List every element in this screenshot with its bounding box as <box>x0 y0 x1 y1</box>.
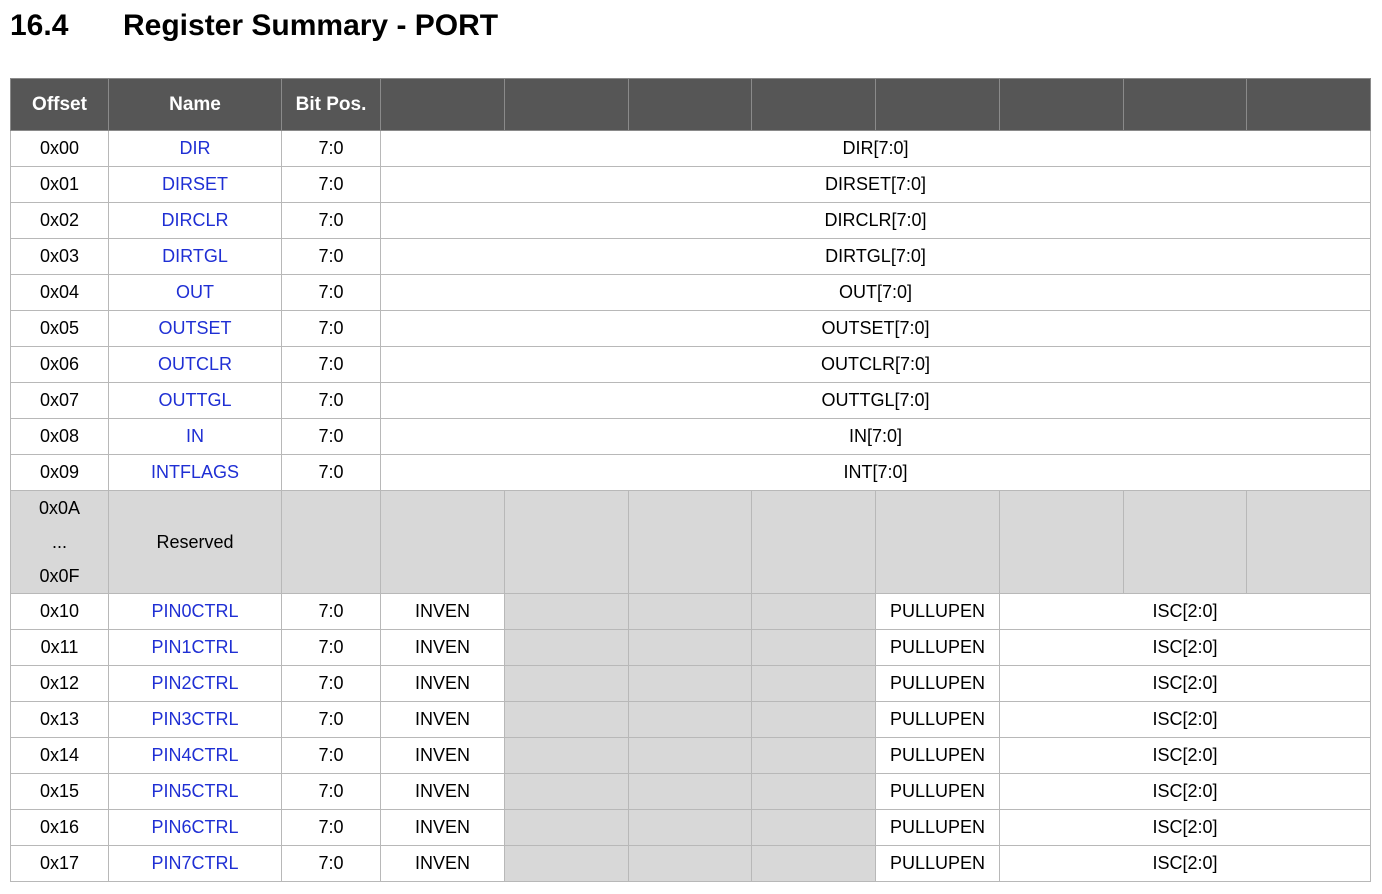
table-row <box>11 383 1371 419</box>
reserved-empty-cell <box>505 491 629 594</box>
inven-bit-cell: INVEN <box>381 702 505 738</box>
reserved-offset-range <box>11 491 109 594</box>
pullupen-bit-cell: PULLUPEN <box>876 846 1000 882</box>
reserved-empty-cell <box>629 491 752 594</box>
section-title: Register Summary - PORT <box>123 9 499 42</box>
unused-bit-cell <box>752 630 876 666</box>
reserved-empty-cell <box>1247 491 1371 594</box>
bitpos-cell: 7:0 <box>282 455 381 491</box>
reserved-empty-cell <box>381 491 505 594</box>
isc-field-cell: ISC[2:0] <box>1000 666 1371 702</box>
unused-bit-cell <box>629 666 752 702</box>
reserved-empty-cell <box>876 491 1000 594</box>
offset-cell: 0x11 <box>11 630 109 666</box>
table-row <box>11 666 1371 702</box>
offset-cell: 0x15 <box>11 774 109 810</box>
unused-bit-cell <box>752 666 876 702</box>
register-name-link[interactable]: OUTCLR <box>109 347 282 383</box>
register-name-link[interactable]: PIN3CTRL <box>109 702 282 738</box>
inven-bit-cell: INVEN <box>381 594 505 630</box>
unused-bit-cell <box>752 774 876 810</box>
isc-field-cell: ISC[2:0] <box>1000 702 1371 738</box>
pullupen-bit-cell: PULLUPEN <box>876 810 1000 846</box>
offset-cell: 0x13 <box>11 702 109 738</box>
field-cell: OUT[7:0] <box>381 275 1371 311</box>
unused-bit-cell <box>629 630 752 666</box>
bitpos-cell: 7:0 <box>282 630 381 666</box>
offset-cell: 0x17 <box>11 846 109 882</box>
register-name-link[interactable]: OUTSET <box>109 311 282 347</box>
register-name-link[interactable]: PIN2CTRL <box>109 666 282 702</box>
bitpos-cell: 7:0 <box>282 383 381 419</box>
bitpos-cell: 7:0 <box>282 666 381 702</box>
table-row <box>11 419 1371 455</box>
section-heading <box>10 4 498 48</box>
reserved-offset-end: 0x0F <box>39 566 80 586</box>
offset-cell: 0x06 <box>11 347 109 383</box>
inven-bit-cell: INVEN <box>381 630 505 666</box>
pullupen-bit-cell: PULLUPEN <box>876 630 1000 666</box>
bit-column-header <box>505 79 629 131</box>
table-row <box>11 630 1371 666</box>
bitpos-cell: 7:0 <box>282 203 381 239</box>
bit-column-header <box>752 79 876 131</box>
table-row <box>11 239 1371 275</box>
offset-cell: 0x16 <box>11 810 109 846</box>
unused-bit-cell <box>752 846 876 882</box>
field-cell: INT[7:0] <box>381 455 1371 491</box>
offset-cell: 0x08 <box>11 419 109 455</box>
reserved-empty-cell <box>1000 491 1124 594</box>
pullupen-bit-cell: PULLUPEN <box>876 702 1000 738</box>
inven-bit-cell: INVEN <box>381 774 505 810</box>
register-name-link[interactable]: DIRSET <box>109 167 282 203</box>
inven-bit-cell: INVEN <box>381 846 505 882</box>
bit-column-header <box>381 79 505 131</box>
register-name-link[interactable]: PIN6CTRL <box>109 810 282 846</box>
unused-bit-cell <box>505 810 629 846</box>
table-row <box>11 275 1371 311</box>
table-row <box>11 455 1371 491</box>
pullupen-bit-cell: PULLUPEN <box>876 666 1000 702</box>
offset-cell: 0x02 <box>11 203 109 239</box>
offset-cell: 0x14 <box>11 738 109 774</box>
unused-bit-cell <box>505 702 629 738</box>
register-name-link[interactable]: PIN4CTRL <box>109 738 282 774</box>
field-cell: OUTTGL[7:0] <box>381 383 1371 419</box>
table-row <box>11 810 1371 846</box>
reserved-empty-cell <box>1124 491 1247 594</box>
unused-bit-cell <box>629 738 752 774</box>
isc-field-cell: ISC[2:0] <box>1000 810 1371 846</box>
register-name-link[interactable]: PIN0CTRL <box>109 594 282 630</box>
section-number: 16.4 <box>10 9 69 42</box>
table-header-row <box>11 79 1371 131</box>
name-column-header: Name <box>109 79 282 131</box>
unused-bit-cell <box>505 630 629 666</box>
register-name-link[interactable]: OUT <box>109 275 282 311</box>
bitpos-cell: 7:0 <box>282 594 381 630</box>
unused-bit-cell <box>629 594 752 630</box>
reserved-row <box>11 491 1371 594</box>
table-row <box>11 594 1371 630</box>
inven-bit-cell: INVEN <box>381 738 505 774</box>
offset-cell: 0x07 <box>11 383 109 419</box>
unused-bit-cell <box>752 738 876 774</box>
register-name-link[interactable]: DIR <box>109 131 282 167</box>
reserved-empty-cell <box>282 491 381 594</box>
unused-bit-cell <box>505 666 629 702</box>
offset-cell: 0x01 <box>11 167 109 203</box>
offset-cell: 0x05 <box>11 311 109 347</box>
isc-field-cell: ISC[2:0] <box>1000 630 1371 666</box>
register-name-link[interactable]: PIN1CTRL <box>109 630 282 666</box>
bitpos-cell: 7:0 <box>282 239 381 275</box>
field-cell: DIR[7:0] <box>381 131 1371 167</box>
field-cell: IN[7:0] <box>381 419 1371 455</box>
table-row <box>11 203 1371 239</box>
table-row <box>11 774 1371 810</box>
bitpos-cell: 7:0 <box>282 275 381 311</box>
unused-bit-cell <box>505 738 629 774</box>
bitpos-cell: 7:0 <box>282 810 381 846</box>
reserved-offset-ellipsis: ... <box>51 532 67 552</box>
offset-column-header: Offset <box>11 79 109 131</box>
table-row <box>11 738 1371 774</box>
bitpos-cell: 7:0 <box>282 419 381 455</box>
isc-field-cell: ISC[2:0] <box>1000 594 1371 630</box>
bit-column-header <box>1000 79 1124 131</box>
bitpos-cell: 7:0 <box>282 846 381 882</box>
unused-bit-cell <box>629 810 752 846</box>
table-row <box>11 702 1371 738</box>
pullupen-bit-cell: PULLUPEN <box>876 738 1000 774</box>
reserved-offset-start: 0x0A <box>38 498 81 518</box>
offset-cell: 0x12 <box>11 666 109 702</box>
table-row <box>11 347 1371 383</box>
bit-column-header <box>1124 79 1247 131</box>
table-row <box>11 846 1371 882</box>
pullupen-bit-cell: PULLUPEN <box>876 594 1000 630</box>
unused-bit-cell <box>629 846 752 882</box>
offset-cell: 0x00 <box>11 131 109 167</box>
pullupen-bit-cell: PULLUPEN <box>876 774 1000 810</box>
bitpos-cell: 7:0 <box>282 702 381 738</box>
field-cell: OUTSET[7:0] <box>381 311 1371 347</box>
table-row <box>11 311 1371 347</box>
bitpos-cell: 7:0 <box>282 738 381 774</box>
reserved-empty-cell <box>752 491 876 594</box>
bitpos-column-header: Bit Pos. <box>282 79 381 131</box>
bitpos-cell: 7:0 <box>282 167 381 203</box>
field-cell: DIRTGL[7:0] <box>381 239 1371 275</box>
unused-bit-cell <box>629 774 752 810</box>
field-cell: DIRCLR[7:0] <box>381 203 1371 239</box>
bitpos-cell: 7:0 <box>282 347 381 383</box>
bitpos-cell: 7:0 <box>282 311 381 347</box>
bitpos-cell: 7:0 <box>282 131 381 167</box>
isc-field-cell: ISC[2:0] <box>1000 738 1371 774</box>
unused-bit-cell <box>505 774 629 810</box>
unused-bit-cell <box>752 810 876 846</box>
isc-field-cell: ISC[2:0] <box>1000 846 1371 882</box>
register-name-link[interactable]: IN <box>109 419 282 455</box>
table-row <box>11 131 1371 167</box>
unused-bit-cell <box>752 594 876 630</box>
offset-cell: 0x03 <box>11 239 109 275</box>
offset-cell: 0x10 <box>11 594 109 630</box>
register-summary-table <box>10 78 1371 882</box>
register-name-link[interactable]: OUTTGL <box>109 383 282 419</box>
unused-bit-cell <box>752 702 876 738</box>
register-name-link[interactable]: DIRCLR <box>109 203 282 239</box>
offset-cell: 0x09 <box>11 455 109 491</box>
register-name-link[interactable]: INTFLAGS <box>109 455 282 491</box>
inven-bit-cell: INVEN <box>381 810 505 846</box>
register-name-link[interactable]: PIN7CTRL <box>109 846 282 882</box>
bitpos-cell: 7:0 <box>282 774 381 810</box>
register-name-link[interactable]: PIN5CTRL <box>109 774 282 810</box>
field-cell: OUTCLR[7:0] <box>381 347 1371 383</box>
bit-column-header <box>1247 79 1371 131</box>
inven-bit-cell: INVEN <box>381 666 505 702</box>
reserved-label: Reserved <box>109 491 282 594</box>
unused-bit-cell <box>505 594 629 630</box>
bit-column-header <box>629 79 752 131</box>
register-name-link[interactable]: DIRTGL <box>109 239 282 275</box>
unused-bit-cell <box>505 846 629 882</box>
isc-field-cell: ISC[2:0] <box>1000 774 1371 810</box>
field-cell: DIRSET[7:0] <box>381 167 1371 203</box>
bit-column-header <box>876 79 1000 131</box>
offset-cell: 0x04 <box>11 275 109 311</box>
unused-bit-cell <box>629 702 752 738</box>
table-row <box>11 167 1371 203</box>
